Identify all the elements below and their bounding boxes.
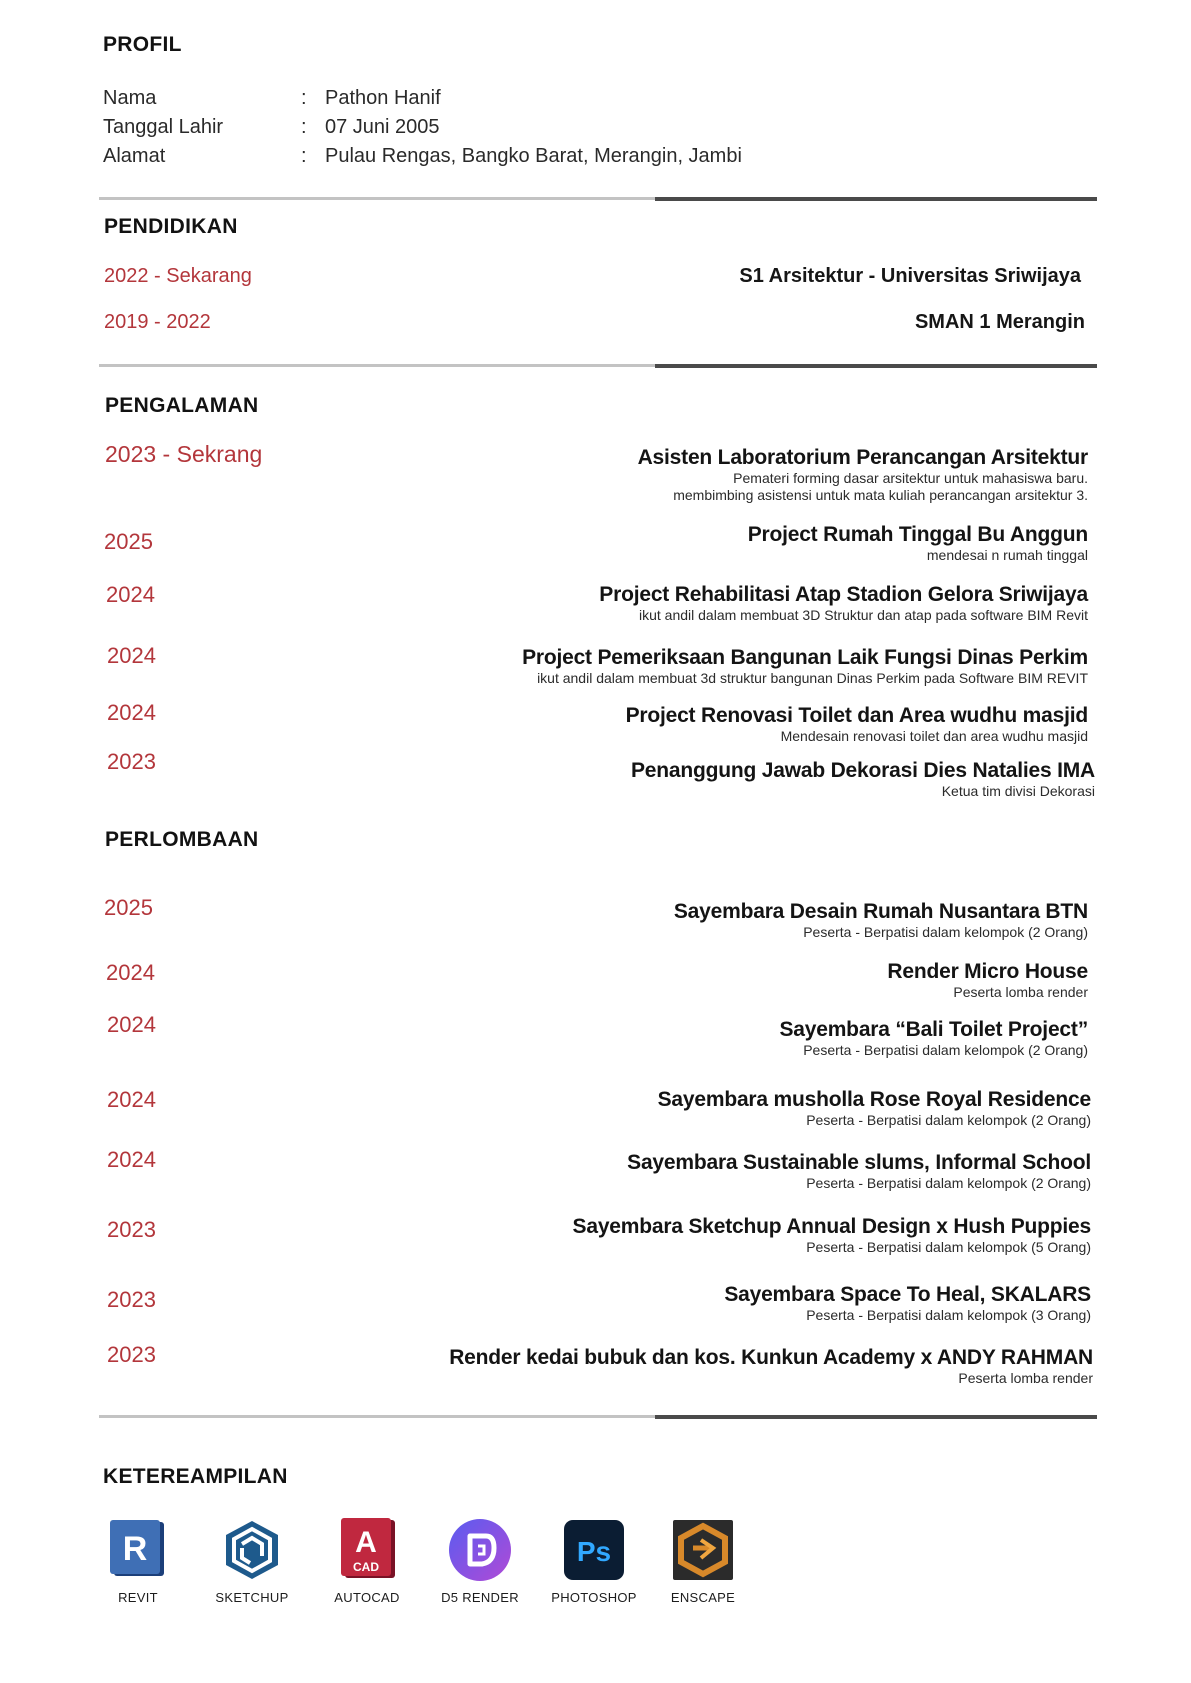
divider-accent	[655, 1415, 1097, 1419]
experience-desc: mendesai n rumah tinggal	[926, 547, 1088, 563]
profile-table	[103, 87, 1003, 174]
profile-value-name: Pathon Hanif	[325, 87, 441, 109]
skill-label: PHOTOSHOP	[551, 1590, 637, 1605]
divider	[99, 197, 1097, 200]
competition-item	[449, 1346, 1093, 1387]
experience-year: 2023	[107, 749, 156, 774]
education-school: S1 Arsitektur - Universitas Sriwijaya	[739, 265, 1081, 287]
skill-label: D5 RENDER	[441, 1590, 519, 1605]
experience-item	[599, 583, 1088, 624]
section-title-pengalaman: PENGALAMAN	[105, 394, 259, 417]
skill-label: ENSCAPE	[670, 1590, 736, 1605]
experience-title: Project Rehabilitasi Atap Stadion Gelora Sriwijaya	[599, 583, 1088, 606]
revit-icon	[106, 1518, 170, 1582]
education-years: 2019 - 2022	[104, 311, 211, 333]
experience-year: 2024	[106, 582, 155, 607]
skill-label: SKETCHUP	[215, 1590, 289, 1605]
competition-desc: Peserta - Berpatisi dalam kelompok (2 Orang)	[806, 1112, 1091, 1128]
competition-title: Sayembara Sustainable slums, Informal School	[627, 1151, 1091, 1174]
competition-desc: Peserta - Berpatisi dalam kelompok (2 Orang)	[803, 924, 1088, 940]
competition-desc: Peserta - Berpatisi dalam kelompok (2 Orang)	[806, 1175, 1091, 1191]
competition-year: 2023	[107, 1342, 156, 1367]
experience-desc: Pemateri forming dasar arsitektur untuk mahasiswa baru.	[733, 470, 1088, 486]
competition-year: 2023	[107, 1287, 156, 1312]
education-school: SMAN 1 Merangin	[914, 311, 1085, 333]
skill-enscape	[653, 1518, 753, 1605]
section-title-profil: PROFIL	[103, 33, 182, 56]
experience-item	[631, 759, 1095, 800]
skill-label: REVIT	[118, 1590, 158, 1605]
section-title-keterampilan: KETEREAMPILAN	[103, 1465, 288, 1488]
competition-title: Sayembara Desain Rumah Nusantara BTN	[673, 900, 1088, 923]
experience-desc: Mendesain renovasi toilet dan area wudhu masjid	[780, 728, 1088, 744]
competition-desc: Peserta lomba render	[958, 1370, 1093, 1386]
competition-item	[658, 1088, 1091, 1129]
experience-year: 2024	[107, 643, 156, 668]
skill-autocad	[317, 1518, 417, 1605]
competition-title: Sayembara musholla Rose Royal Residence	[657, 1088, 1091, 1111]
skill-revit	[88, 1518, 188, 1605]
experience-item	[522, 646, 1088, 687]
photoshop-icon	[562, 1518, 626, 1582]
experience-desc: ikut andil dalam membuat 3d struktur bangunan Dinas Perkim pada Software BIM REVIT	[537, 670, 1088, 686]
competition-year: 2024	[107, 1012, 156, 1037]
revit-mark: R	[122, 1530, 148, 1568]
section-title-perlombaan: PERLOMBAAN	[105, 828, 259, 851]
competition-desc: Peserta lomba render	[953, 984, 1088, 1000]
skill-d5-render	[430, 1518, 530, 1605]
competition-item	[724, 1283, 1091, 1324]
profile-separator: :	[301, 87, 307, 109]
divider-accent	[655, 197, 1097, 201]
profile-row-alamat	[103, 145, 1003, 174]
competition-title: Sayembara “Bali Toilet Project”	[779, 1018, 1088, 1041]
d5-render-icon	[448, 1518, 512, 1582]
skill-sketchup	[202, 1518, 302, 1605]
competition-year: 2024	[106, 960, 155, 985]
profile-label: Tanggal Lahir	[103, 116, 224, 138]
profile-separator: :	[301, 145, 307, 167]
autocad-mark: A	[355, 1526, 377, 1559]
sketchup-icon	[220, 1518, 284, 1582]
profile-label: Nama	[103, 87, 157, 109]
photoshop-mark: Ps	[576, 1536, 612, 1567]
experience-desc: ikut andil dalam membuat 3D Struktur dan atap pada software BIM Revit	[639, 607, 1088, 623]
competition-year: 2024	[107, 1147, 156, 1172]
competition-title: Render Micro House	[887, 960, 1088, 983]
experience-item	[626, 704, 1088, 745]
experience-title: Asisten Laboratorium Perancangan Arsitektur	[637, 446, 1088, 469]
skill-photoshop	[544, 1518, 644, 1605]
profile-label: Alamat	[103, 145, 166, 167]
competition-title: Render kedai bubuk dan kos. Kunkun Academy x ANDY RAHMAN	[449, 1346, 1093, 1369]
profile-separator: :	[301, 116, 307, 138]
competition-desc: Peserta - Berpatisi dalam kelompok (2 Orang)	[803, 1042, 1088, 1058]
competition-year: 2023	[107, 1217, 156, 1242]
competition-item	[887, 960, 1088, 1001]
experience-title: Penanggung Jawab Dekorasi Dies Natalies IMA	[630, 759, 1095, 782]
competition-desc: Peserta - Berpatisi dalam kelompok (3 Orang)	[806, 1307, 1091, 1323]
experience-year: 2025	[104, 529, 153, 554]
competition-year: 2025	[104, 895, 153, 920]
section-title-pendidikan: PENDIDIKAN	[104, 215, 238, 238]
autocad-sub: CAD	[353, 1560, 379, 1574]
experience-desc: Ketua tim divisi Dekorasi	[941, 783, 1095, 799]
skill-label: AUTOCAD	[334, 1590, 400, 1605]
experience-title: Project Renovasi Toilet dan Area wudhu masjid	[625, 704, 1088, 727]
experience-item	[638, 446, 1088, 504]
competition-desc: Peserta - Berpatisi dalam kelompok (5 Orang)	[806, 1239, 1091, 1255]
experience-item	[748, 523, 1088, 564]
experience-title: Project Rumah Tinggal Bu Anggun	[747, 523, 1088, 546]
divider	[99, 364, 1097, 367]
competition-item	[674, 900, 1088, 941]
competition-year: 2024	[107, 1087, 156, 1112]
profile-value-address: Pulau Rengas, Bangko Barat, Merangin, Jambi	[325, 145, 742, 167]
experience-title: Project Pemeriksaan Bangunan Laik Fungsi Dinas Perkim	[522, 646, 1088, 669]
divider-accent	[655, 364, 1097, 368]
competition-title: Sayembara Space To Heal, SKALARS	[724, 1283, 1091, 1306]
competition-item	[779, 1018, 1088, 1059]
competition-item	[627, 1151, 1091, 1192]
education-years: 2022 - Sekarang	[104, 265, 252, 287]
experience-desc: membimbing asistensi untuk mata kuliah perancangan arsitektur 3.	[673, 487, 1088, 503]
competition-title: Sayembara Sketchup Annual Design x Hush Puppies	[572, 1215, 1091, 1238]
experience-year: 2024	[107, 700, 156, 725]
profile-row-tanggal-lahir	[103, 116, 1003, 145]
enscape-icon	[671, 1518, 735, 1582]
experience-year: 2023 - Sekrang	[105, 441, 263, 467]
competition-item	[573, 1215, 1091, 1256]
profile-value-birthdate: 07 Juni 2005	[325, 116, 440, 138]
profile-row-nama	[103, 87, 1003, 116]
divider	[99, 1415, 1097, 1418]
autocad-icon	[335, 1518, 399, 1582]
